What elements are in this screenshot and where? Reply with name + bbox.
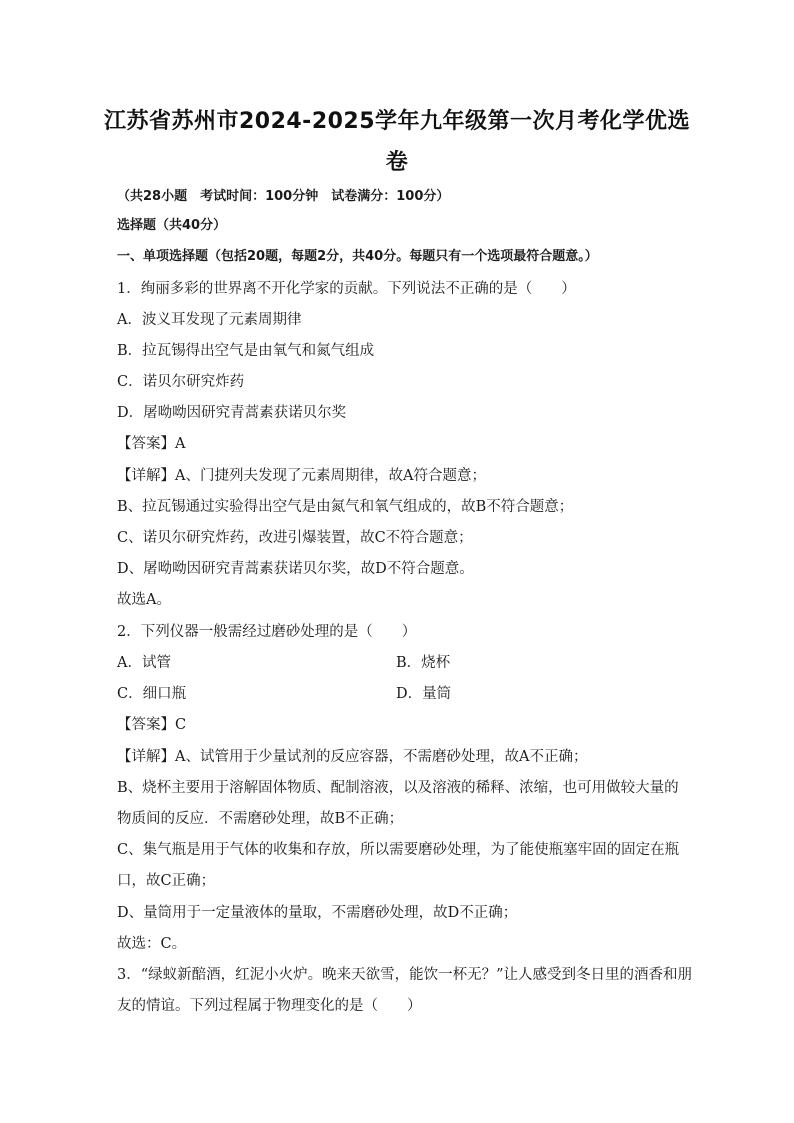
question-2-option-c: C．细口瓶 (117, 686, 187, 702)
document-title-line2: 卷 (385, 150, 409, 175)
question-2-explanation-7: 故选：C。 (117, 936, 187, 952)
question-2-explanation-2: B、烧杯主要用于溶解固体物质、配制溶液，以及溶液的稀释、浓缩，也可用做较大量的 (117, 780, 679, 796)
question-3-stem-line1: 3．“绿蚁新醅酒，红泥小火炉。晚来天欲雪，能饮一杯无？”让人感受到冬日里的酒香和朋 (117, 967, 693, 983)
question-2-option-a: A．试管 (117, 655, 171, 671)
question-1-option-c: C．诺贝尔研究炸药 (117, 374, 245, 390)
question-2-option-d: D．量筒 (396, 686, 452, 702)
part1-heading: 一、单项选择题（包括20题，每题2分，共40分。每题只有一个选项最符合题意。） (117, 249, 598, 264)
question-1-explanation-4: D、屠呦呦因研究青蒿素获诺贝尔奖，故D不符合题意。 (117, 561, 474, 577)
question-1-stem: 1．绚丽多彩的世界离不开化学家的贡献。下列说法不正确的是（ ） (117, 281, 576, 297)
question-2-explanation-4: C、集气瓶是用于气体的收集和存放，所以需要磨砂处理，为了能使瓶塞牢固的固定在瓶 (117, 842, 680, 858)
question-1-option-d: D．屠呦呦因研究青蒿素获诺贝尔奖 (117, 405, 347, 421)
question-3-stem-line2: 友的情谊。下列过程属于物理变化的是（ ） (117, 998, 422, 1014)
question-2-answer: 【答案】C (117, 717, 187, 733)
document-title-line1: 江苏省苏州市2024-2025学年九年级第一次月考化学优选 (103, 109, 691, 134)
question-1-explanation-1: 【详解】A、门捷列夫发现了元素周期律，故A符合题意； (117, 468, 486, 484)
question-1-explanation-3: C、诺贝尔研究炸药，改进引爆装置，故C不符合题意； (117, 530, 473, 546)
question-2-explanation-5: 口，故C正确； (117, 873, 216, 889)
question-2-explanation-6: D、量筒用于一定量液体的量取，不需磨砂处理，故D不正确； (117, 905, 518, 921)
question-2-option-b: B．烧杯 (396, 655, 451, 671)
question-2-explanation-1: 【详解】A、试管用于少量试剂的反应容器，不需磨砂处理，故A不正确； (117, 749, 588, 765)
question-1-option-b: B．拉瓦锡得出空气是由氧气和氮气组成 (117, 343, 375, 359)
question-1-option-a: A．波义耳发现了元素周期律 (117, 312, 302, 328)
section-heading: 选择题（共40分） (117, 218, 227, 233)
question-2-stem: 2．下列仪器一般需经过磨砂处理的是（ ） (117, 624, 417, 640)
question-1-explanation-2: B、拉瓦锡通过实验得出空气是由氮气和氧气组成的，故B不符合题意； (117, 499, 574, 515)
question-1-explanation-5: 故选A。 (117, 592, 171, 608)
question-1-answer: 【答案】A (117, 436, 186, 452)
question-2-explanation-3: 物质间的反应．不需磨砂处理，故B不正确； (117, 811, 404, 827)
exam-info: （共28小题 考试时间：100分钟 试卷满分：100分） (117, 189, 450, 204)
